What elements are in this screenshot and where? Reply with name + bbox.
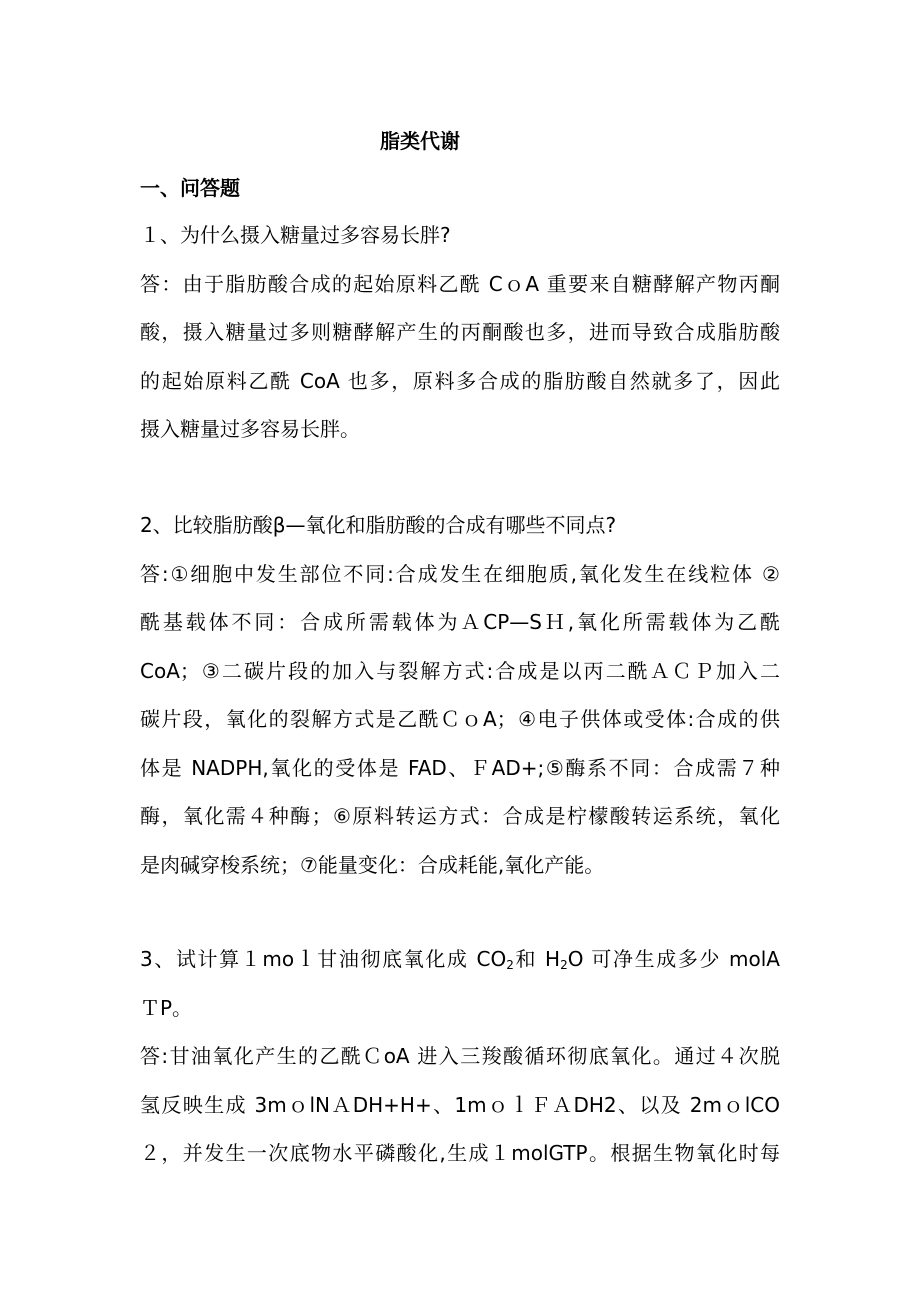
answer-2-line-3: CoA；③二碳片段的加入与裂解方式:合成是以丙二酰ＡＣＰ加入二 — [140, 658, 780, 683]
answer-2-line-7: 是肉碱穿梭系统；⑦能量变化：合成耗能,氧化产能。 — [140, 852, 605, 877]
question-1: １、为什么摄入糖量过多容易长胖? — [140, 223, 451, 247]
answer-1-line-1: 答：由于脂肪酸合成的起始原料乙酰 CｏA 重要来自糖酵解产物丙酮 — [140, 271, 780, 296]
answer-2-line-1: 答:①细胞中发生部位不同:合成发生在细胞质,氧化发生在线粒体 ② — [140, 561, 780, 586]
answer-1-line-3: 的起始原料乙酰 CoA 也多，原料多合成的脂肪酸自然就多了，因此 — [140, 368, 780, 393]
question-3-text-c: O 可净生成多少 molA — [567, 947, 780, 971]
answer-3-line-3: ２，并发生一次底物水平磷酸化,生成１molGTP。根据生物氧化时每 — [140, 1141, 780, 1165]
answer-2-line-2: 酰基载体不同：合成所需载体为ＡCP—SＨ,氧化所需载体为乙酰 — [140, 610, 780, 634]
question-3-text-a: 3、试计算１moｌ甘油彻底氧化成 CO — [140, 947, 507, 971]
question-1-block — [140, 211, 780, 454]
question-2: 2、比较脂肪酸β—氧化和脂肪酸的合成有哪些不同点? — [140, 513, 617, 537]
co2-subscript: 2 — [506, 958, 514, 972]
document-title: 脂类代谢 — [380, 129, 460, 153]
answer-2-line-5: 体是 NADPH,氧化的受体是 FAD、ＦAD+;⑤酶系不同：合成需７种 — [140, 755, 780, 780]
question-2-block — [140, 501, 780, 889]
section-heading: 一、问答题 — [140, 176, 240, 200]
answer-2-line-4: 碳片段，氧化的裂解方式是乙酰ＣｏA；④电子供体或受体:合成的供 — [140, 707, 780, 731]
h2o-subscript: 2 — [560, 958, 568, 972]
answer-2-line-6: 酶，氧化需４种酶；⑥原料转运方式：合成是柠檬酸转运系统，氧化 — [140, 804, 780, 828]
question-3-text-b: 和 H — [513, 947, 561, 971]
answer-1-line-2: 酸，摄入糖量过多则糖酵解产生的丙酮酸也多，进而导致合成脂肪酸 — [140, 320, 780, 344]
answer-3-line-2: 氢反映生成 3mｏlNＡDH+H+、1mｏｌＦＡDH2、以及 2mｏlCO — [140, 1092, 780, 1117]
question-3-block — [140, 935, 780, 1178]
answer-1-line-4: 摄入糖量过多容易长胖。 — [140, 417, 360, 441]
question-3-line-1 — [140, 935, 780, 984]
question-3-line-2: ＴP。 — [140, 995, 193, 1020]
answer-3-line-1: 答:甘油氧化产生的乙酰ＣoA 进入三羧酸循环彻底氧化。通过４次脱 — [140, 1044, 780, 1068]
